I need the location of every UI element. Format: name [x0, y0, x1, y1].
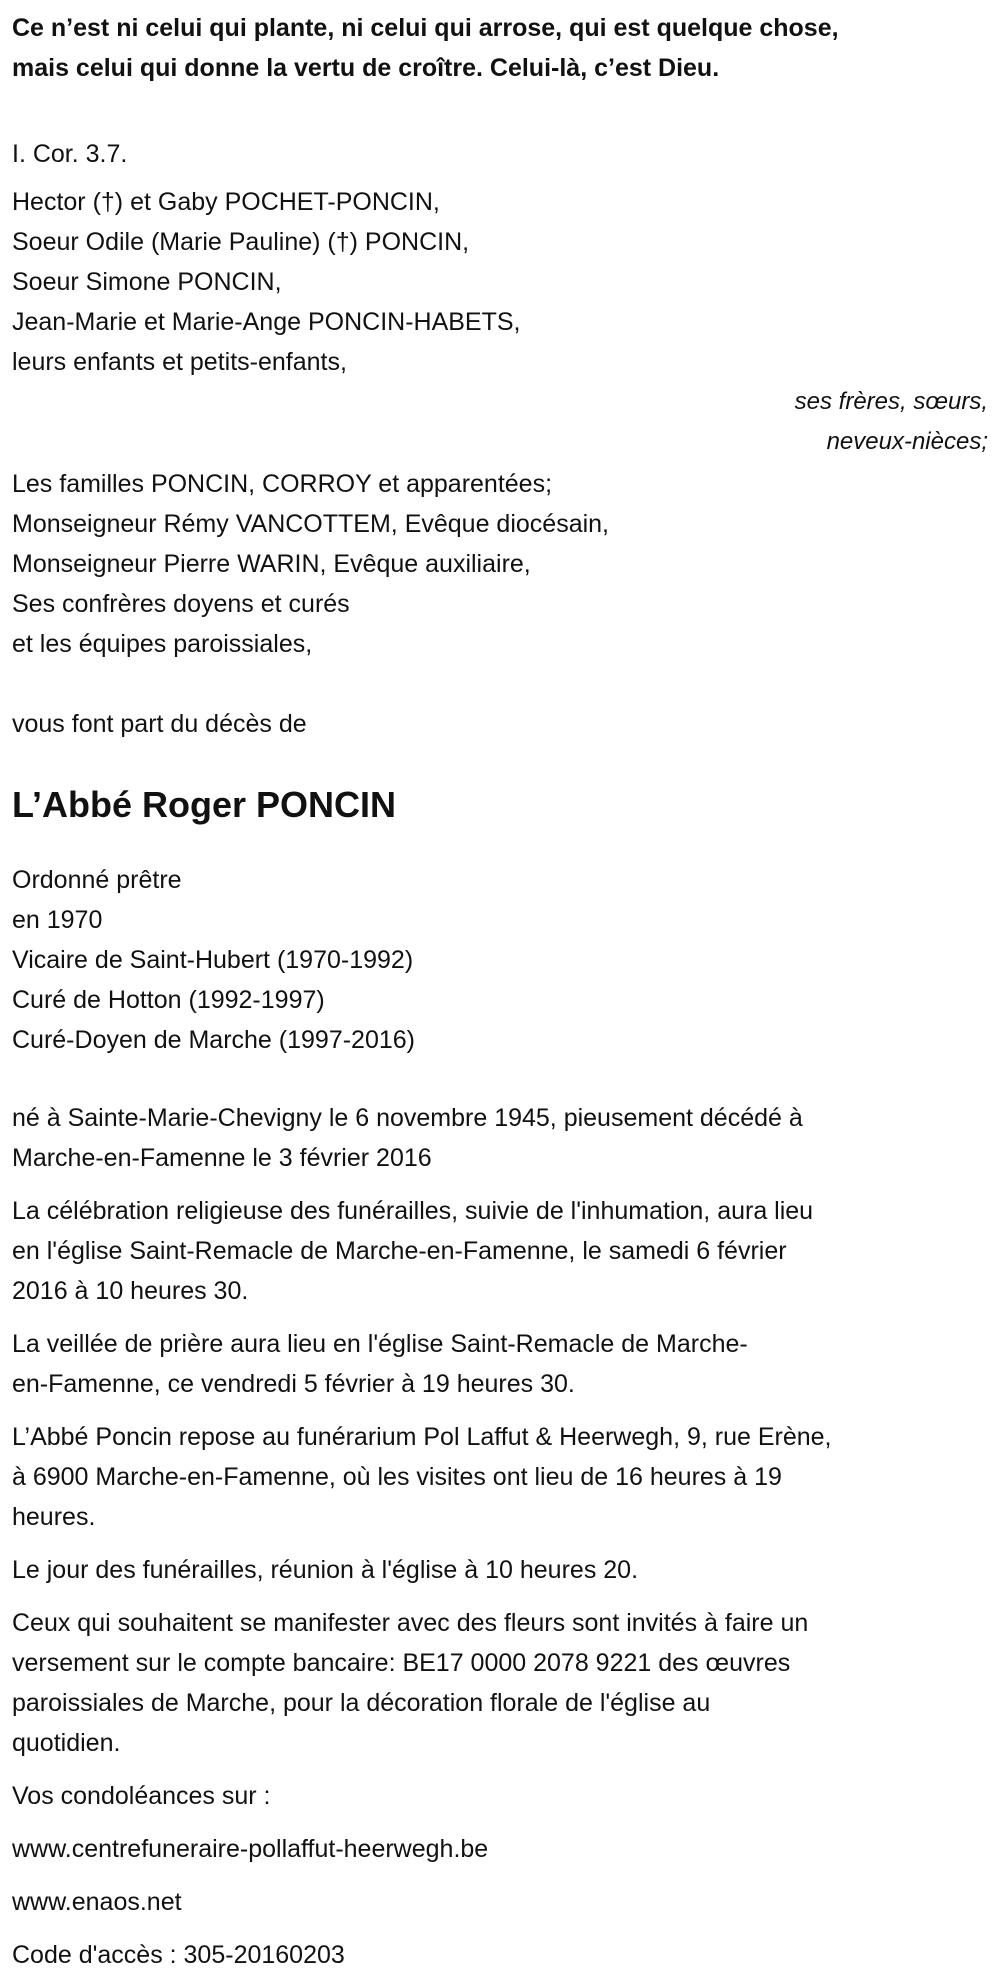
- quote-line: mais celui qui donne la vertu de croître. Celui-là, c’est Dieu.: [12, 54, 720, 82]
- family-member: Hector (†) et Gaby POCHET-PONCIN,: [12, 188, 440, 216]
- text-line: quotidien.: [12, 1729, 121, 1757]
- text-line: en l'église Saint-Remacle de Marche-en-Famenne, le samedi 6 février: [12, 1237, 787, 1265]
- relation-line: neveux-nièces;: [826, 428, 988, 455]
- visitation-paragraph: [12, 1417, 992, 1537]
- text-line: 2016 à 10 heures 30.: [12, 1277, 249, 1305]
- vigil-paragraph: [12, 1324, 992, 1404]
- family-member: leurs enfants et petits-enfants,: [12, 348, 347, 376]
- other-mourner: Les familles PONCIN, CORROY et apparentées;: [12, 470, 553, 498]
- flowers-paragraph: [12, 1603, 992, 1763]
- family-list: [12, 182, 992, 382]
- quote-line: Ce n’est ni celui qui plante, ni celui qui arrose, qui est quelque chose,: [12, 14, 839, 42]
- funeral-paragraph: [12, 1191, 992, 1311]
- career-item: Vicaire de Saint-Hubert (1970-1992): [12, 946, 414, 974]
- text-line: Vos condoléances sur :: [12, 1782, 271, 1810]
- access-code: [12, 1935, 992, 1975]
- text-line: Marche-en-Famenne le 3 février 2016: [12, 1144, 432, 1172]
- other-mourner: Ses confrères doyens et curés: [12, 590, 350, 618]
- other-mourner: Monseigneur Rémy VANCOTTEM, Evêque diocésain,: [12, 510, 609, 538]
- text-line: Le jour des funérailles, réunion à l'église à 10 heures 20.: [12, 1556, 639, 1584]
- funeral-home-link[interactable]: [12, 1829, 992, 1869]
- text-line: La veillée de prière aura lieu en l'église Saint-Remacle de Marche-: [12, 1330, 748, 1358]
- meeting-paragraph: [12, 1550, 992, 1590]
- text-line: La célébration religieuse des funérailles, suivie de l'inhumation, aura lieu: [12, 1197, 814, 1225]
- career-item: en 1970: [12, 906, 103, 934]
- deceased-name: L’Abbé Roger PONCIN: [12, 784, 397, 825]
- other-mourner: et les équipes paroissiales,: [12, 630, 313, 658]
- family-member: Soeur Simone PONCIN,: [12, 268, 282, 296]
- bible-reference: I. Cor. 3.7.: [12, 140, 128, 168]
- text-line: en-Famenne, ce vendredi 5 février à 19 heures 30.: [12, 1370, 575, 1398]
- other-mourner: Monseigneur Pierre WARIN, Evêque auxiliaire,: [12, 550, 531, 578]
- others-list: [12, 464, 992, 664]
- text-line: à 6900 Marche-en-Famenne, où les visites ont lieu de 16 heures à 19: [12, 1463, 782, 1491]
- link-text[interactable]: www.enaos.net: [12, 1888, 182, 1916]
- condolences-label: [12, 1776, 992, 1816]
- text-line: heures.: [12, 1503, 96, 1531]
- enaos-link[interactable]: [12, 1882, 992, 1922]
- career-item: Curé de Hotton (1992-1997): [12, 986, 325, 1014]
- text-line: L’Abbé Poncin repose au funérarium Pol Laffut & Heerwegh, 9, rue Erène,: [12, 1423, 832, 1451]
- career-list: [12, 860, 992, 1060]
- family-relation: [12, 382, 992, 462]
- family-member: Jean-Marie et Marie-Ange PONCIN-HABETS,: [12, 308, 521, 336]
- text-line: né à Sainte-Marie-Chevigny le 6 novembre 1945, pieusement décédé à: [12, 1104, 803, 1132]
- link-text[interactable]: www.centrefuneraire-pollaffut-heerwegh.be: [12, 1835, 489, 1863]
- text-line: versement sur le compte bancaire: BE17 0000 2078 9221 des œuvres: [12, 1649, 791, 1677]
- bible-quote: [12, 8, 992, 88]
- career-item: Curé-Doyen de Marche (1997-2016): [12, 1026, 415, 1054]
- career-item: Ordonné prêtre: [12, 866, 182, 894]
- birth-death-paragraph: [12, 1098, 992, 1178]
- text-line: paroissiales de Marche, pour la décoration florale de l'église au: [12, 1689, 711, 1717]
- announcement-text: vous font part du décès de: [12, 710, 307, 738]
- text-line: Ceux qui souhaitent se manifester avec des fleurs sont invités à faire un: [12, 1609, 809, 1637]
- relation-line: ses frères, sœurs,: [794, 388, 988, 415]
- obituary-notice: [12, 0, 992, 1975]
- text-line: Code d'accès : 305-20160203: [12, 1941, 345, 1969]
- family-member: Soeur Odile (Marie Pauline) (†) PONCIN,: [12, 228, 470, 256]
